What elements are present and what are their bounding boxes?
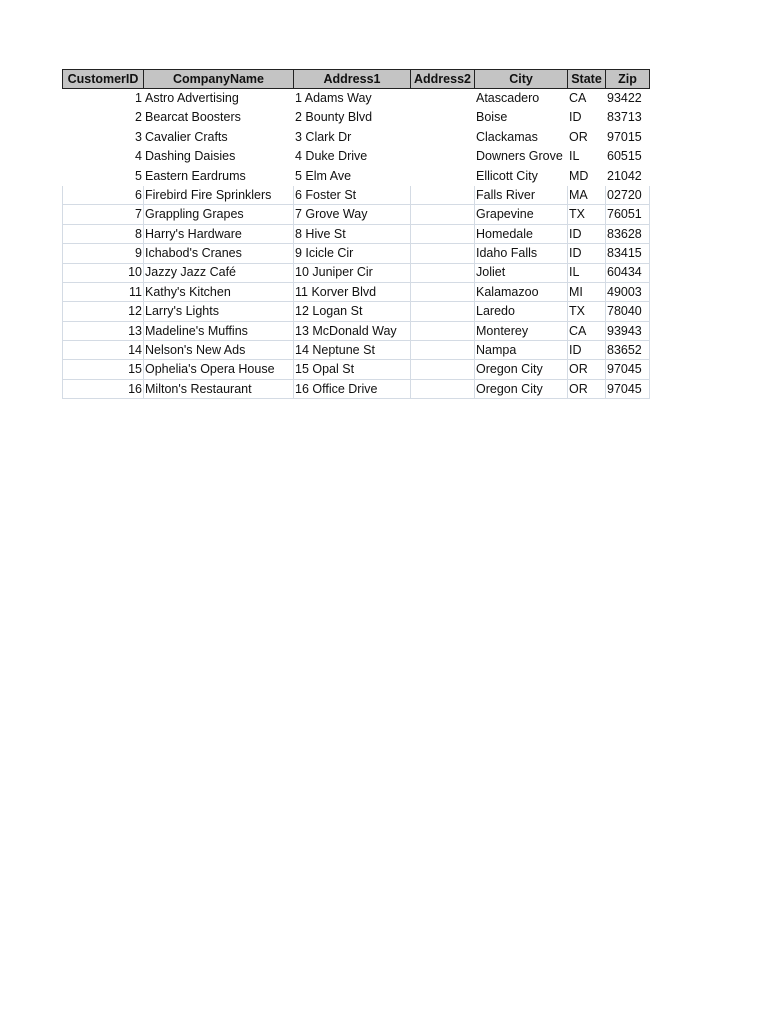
cell-address2[interactable] <box>411 341 475 360</box>
cell-address2[interactable] <box>411 205 475 224</box>
cell-customer-id[interactable]: 4 <box>135 149 142 164</box>
cell-address1[interactable]: 9 Icicle Cir <box>294 244 411 263</box>
table-row <box>63 321 650 340</box>
cell-city[interactable]: Idaho Falls <box>475 244 568 263</box>
table-row <box>63 341 650 360</box>
table-row <box>63 360 650 379</box>
cell-state[interactable]: MI <box>568 282 606 301</box>
cell-zip[interactable]: 49003 <box>606 282 650 301</box>
cell-zip[interactable]: 83415 <box>606 244 650 263</box>
cell-company-name[interactable]: Ophelia's Opera House <box>144 360 294 379</box>
cell-company-name[interactable]: Larry's Lights <box>144 302 294 321</box>
cell-customer-id[interactable]: 13 <box>63 321 144 340</box>
cell-city[interactable]: Nampa <box>475 341 568 360</box>
cell-address1[interactable]: 3 Clark Dr <box>295 129 352 144</box>
cell-zip[interactable]: 78040 <box>606 302 650 321</box>
cell-customer-id[interactable]: 9 <box>63 244 144 263</box>
cell-city[interactable]: Downers Grove <box>476 149 563 164</box>
cell-address2[interactable] <box>411 127 475 146</box>
cell-zip[interactable]: 83628 <box>606 224 650 243</box>
cell-city[interactable]: Atascadero <box>476 90 540 105</box>
table-row <box>63 89 650 108</box>
cell-state[interactable]: OR <box>568 360 606 379</box>
cell-address2[interactable] <box>411 379 475 398</box>
cell-customer-id[interactable]: 15 <box>63 360 144 379</box>
cell-zip[interactable]: 21042 <box>607 168 642 183</box>
cell-customer-id[interactable]: 2 <box>135 110 142 125</box>
cell-address1[interactable]: 16 Office Drive <box>294 379 411 398</box>
cell-address1[interactable]: 6 Foster St <box>294 185 411 204</box>
cell-address2[interactable] <box>411 302 475 321</box>
cell-address1[interactable]: 7 Grove Way <box>294 205 411 224</box>
cell-company-name[interactable]: Firebird Fire Sprinklers <box>144 185 294 204</box>
table-row <box>63 166 650 185</box>
cell-address2[interactable] <box>411 282 475 301</box>
table-row <box>63 205 650 224</box>
header-state[interactable]: State <box>568 70 606 89</box>
cell-city[interactable]: Kalamazoo <box>475 282 568 301</box>
cell-state[interactable]: MD <box>569 168 589 183</box>
cell-company-name[interactable]: Harry's Hardware <box>144 224 294 243</box>
cell-address1[interactable]: 11 Korver Blvd <box>294 282 411 301</box>
cell-customer-id[interactable]: 6 <box>63 185 144 204</box>
cell-address2[interactable] <box>411 89 475 108</box>
cell-customer-id[interactable]: 3 <box>135 129 142 144</box>
cell-company-name[interactable]: Dashing Daisies <box>145 149 236 164</box>
cell-state[interactable]: ID <box>568 244 606 263</box>
header-address2[interactable]: Address2 <box>411 70 475 89</box>
cell-customer-id[interactable]: 11 <box>63 282 144 301</box>
cell-state[interactable]: ID <box>568 224 606 243</box>
cell-customer-id[interactable]: 1 <box>135 90 142 105</box>
header-customer-id[interactable]: CustomerID <box>63 70 144 89</box>
table-row <box>63 302 650 321</box>
cell-customer-id[interactable]: 16 <box>63 379 144 398</box>
header-address1[interactable]: Address1 <box>294 70 411 89</box>
table-row <box>63 379 650 398</box>
cell-company-name[interactable]: Astro Advertising <box>145 90 239 105</box>
cell-city[interactable]: Grapevine <box>475 205 568 224</box>
cell-address2[interactable] <box>411 108 475 127</box>
cell-zip[interactable]: 83713 <box>607 110 642 125</box>
cell-city[interactable]: Clackamas <box>476 129 538 144</box>
cell-address2[interactable] <box>411 185 475 204</box>
cell-state[interactable]: ID <box>569 110 582 125</box>
cell-zip[interactable]: 93422 <box>607 90 642 105</box>
table-row <box>63 224 650 243</box>
cell-address2[interactable] <box>411 263 475 282</box>
cell-state[interactable]: IL <box>568 263 606 282</box>
cell-address1[interactable]: 15 Opal St <box>294 360 411 379</box>
cell-address2[interactable] <box>411 147 475 166</box>
cell-city[interactable]: Falls River <box>475 185 568 204</box>
table-row <box>63 147 650 166</box>
cell-zip[interactable]: 60515 <box>607 149 642 164</box>
cell-zip[interactable]: 97045 <box>606 360 650 379</box>
cell-address1[interactable]: 5 Elm Ave <box>295 168 352 183</box>
cell-company-name[interactable]: Madeline's Muffins <box>144 321 294 340</box>
table-row <box>63 244 650 263</box>
cell-company-name[interactable]: Kathy's Kitchen <box>144 282 294 301</box>
cell-state[interactable]: CA <box>568 321 606 340</box>
cell-city[interactable]: Ellicott City <box>476 168 538 183</box>
cell-state[interactable]: CA <box>569 90 587 105</box>
cell-state[interactable]: TX <box>568 302 606 321</box>
cell-customer-id[interactable]: 8 <box>63 224 144 243</box>
table-row <box>63 185 650 204</box>
cell-customer-id[interactable]: 10 <box>63 263 144 282</box>
customer-table <box>62 69 650 399</box>
cell-state[interactable]: MA <box>568 185 606 204</box>
cell-city[interactable]: Homedale <box>475 224 568 243</box>
cell-address2[interactable] <box>411 360 475 379</box>
cell-city[interactable]: Oregon City <box>475 360 568 379</box>
header-zip[interactable]: Zip <box>606 70 650 89</box>
cell-address1[interactable]: 12 Logan St <box>294 302 411 321</box>
cell-zip[interactable]: 60434 <box>606 263 650 282</box>
cell-company-name[interactable]: Ichabod's Cranes <box>144 244 294 263</box>
cell-city[interactable]: Boise <box>476 110 508 125</box>
cell-address1[interactable]: 8 Hive St <box>294 224 411 243</box>
cell-company-name[interactable]: Jazzy Jazz Café <box>144 263 294 282</box>
cell-address1[interactable]: 1 Adams Way <box>295 90 372 105</box>
cell-customer-id[interactable]: 7 <box>63 205 144 224</box>
cell-address1[interactable]: 2 Bounty Blvd <box>295 110 373 125</box>
table-row <box>63 108 650 127</box>
cell-zip[interactable]: 97015 <box>607 129 642 144</box>
cell-company-name[interactable]: Grappling Grapes <box>144 205 294 224</box>
table-row <box>63 127 650 146</box>
cell-company-name[interactable]: Milton's Restaurant <box>144 379 294 398</box>
cell-city[interactable]: Monterey <box>475 321 568 340</box>
cell-address2[interactable] <box>411 224 475 243</box>
cell-address1[interactable]: 13 McDonald Way <box>294 321 411 340</box>
cell-address1[interactable]: 10 Juniper Cir <box>294 263 411 282</box>
cell-zip[interactable]: 83652 <box>606 341 650 360</box>
cell-city[interactable]: Oregon City <box>475 379 568 398</box>
cell-customer-id[interactable]: 5 <box>135 168 142 183</box>
cell-city[interactable]: Laredo <box>475 302 568 321</box>
cell-company-name[interactable]: Cavalier Crafts <box>145 129 228 144</box>
cell-address1[interactable]: 14 Neptune St <box>294 341 411 360</box>
cell-city[interactable]: Joliet <box>475 263 568 282</box>
header-company-name[interactable]: CompanyName <box>144 70 294 89</box>
cell-company-name[interactable]: Nelson's New Ads <box>144 341 294 360</box>
cell-zip[interactable]: 97045 <box>606 379 650 398</box>
cell-state[interactable]: IL <box>569 149 580 164</box>
cell-company-name[interactable]: Bearcat Boosters <box>145 110 241 125</box>
table-row <box>63 282 650 301</box>
cell-zip[interactable]: 93943 <box>606 321 650 340</box>
cell-customer-id[interactable]: 14 <box>63 341 144 360</box>
cell-state[interactable]: ID <box>568 341 606 360</box>
cell-address2[interactable] <box>411 166 475 185</box>
cell-address1[interactable]: 4 Duke Drive <box>295 149 368 164</box>
cell-state[interactable]: OR <box>569 129 588 144</box>
cell-state[interactable]: OR <box>568 379 606 398</box>
cell-zip[interactable]: 02720 <box>606 185 650 204</box>
cell-customer-id[interactable]: 12 <box>63 302 144 321</box>
cell-address2[interactable] <box>411 244 475 263</box>
cell-zip[interactable]: 76051 <box>606 205 650 224</box>
cell-address2[interactable] <box>411 321 475 340</box>
header-row <box>63 70 650 89</box>
cell-state[interactable]: TX <box>568 205 606 224</box>
cell-company-name[interactable]: Eastern Eardrums <box>145 168 246 183</box>
table-row <box>63 263 650 282</box>
header-city[interactable]: City <box>475 70 568 89</box>
